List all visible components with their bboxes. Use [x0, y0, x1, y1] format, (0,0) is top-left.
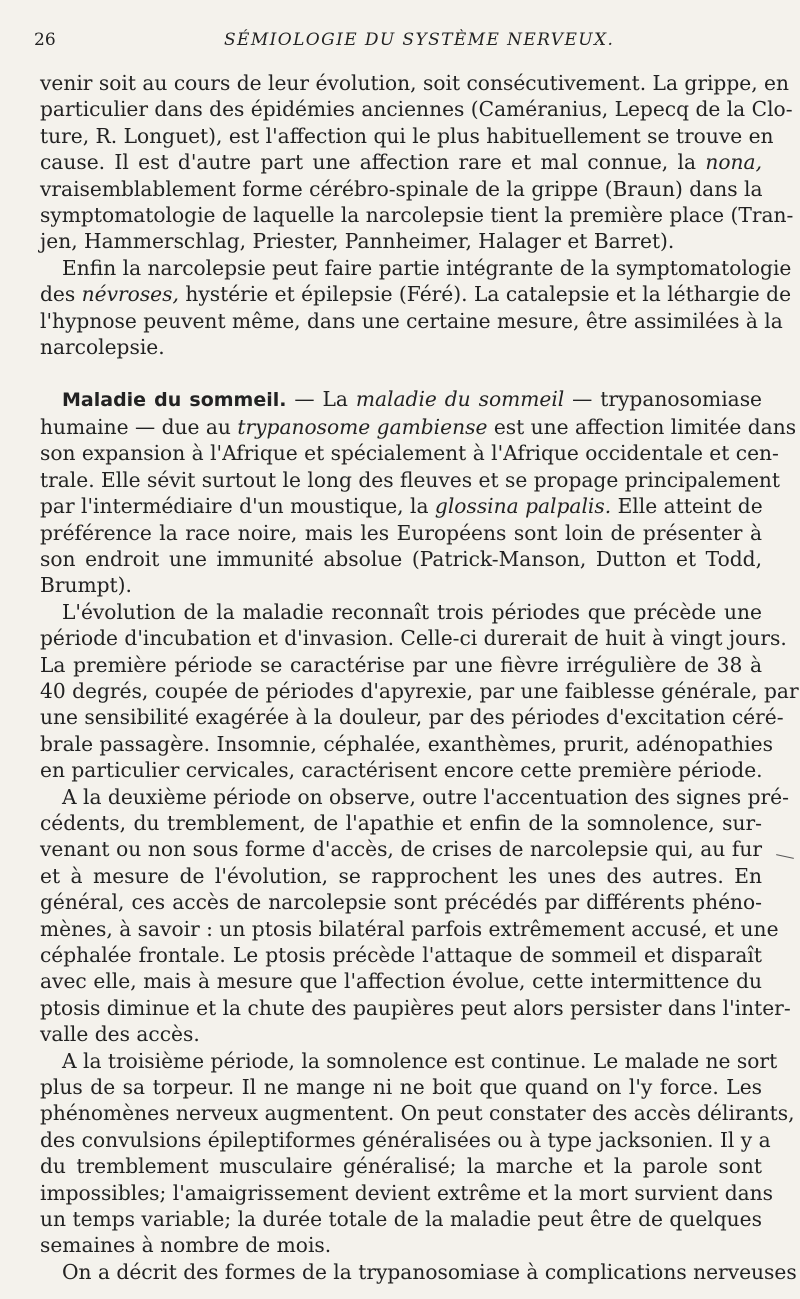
text-line: La première période se caractérise par une fièvre irrégulière de 38 à — [40, 652, 762, 677]
italic-term: trypanosome gambiense — [237, 414, 488, 439]
paragraph — [40, 1259, 797, 1285]
text-line: période d'incubation et d'invasion. Celle-ci durerait de huit à vingt jours. — [40, 626, 787, 651]
text-line: son endroit une immunité absolue (Patrick-Manson, Dutton et Todd, — [40, 546, 762, 571]
section-title: Maladie du sommeil. — [62, 389, 287, 412]
margin-mark — [776, 854, 794, 859]
text-line: vraisemblablement forme cérébro-spinale de la grippe (Braun) dans la — [40, 176, 763, 201]
text-line — [40, 414, 797, 440]
text-line: ture, R. Longuet), est l'affection qui le plus habituellement se trouve en — [40, 123, 774, 148]
italic-term: glossina palpalis. — [434, 494, 612, 519]
text-line: impossibles; l'amaigrissement devient extrême et la mort survient dans — [40, 1180, 774, 1205]
section-spacer — [40, 360, 762, 386]
text-fragment: par l'intermédiaire d'un moustique, la — [40, 494, 435, 519]
text-line: A la troisième période, la somnolence est continue. Le malade ne sort — [62, 1048, 778, 1073]
text-line: narcolepsie. — [40, 335, 165, 360]
text-line — [40, 386, 762, 413]
text-line: l'hypnose peuvent même, dans une certaine mesure, être assimilées à la — [40, 308, 783, 333]
paragraph — [40, 70, 794, 255]
text-line — [40, 493, 762, 519]
page-number: 26 — [34, 30, 56, 50]
text-line: cédents, du tremblement, de l'apathie et enfin de la somnolence, sur- — [40, 810, 762, 835]
running-title: SÉMIOLOGIE DU SYSTÈME NERVEUX. — [224, 30, 615, 50]
text-line: et à mesure de l'évolution, se rapprochent les unes des autres. En — [40, 863, 762, 888]
text-line: ptosis diminue et la chute des paupières peut alors persister dans l'inter- — [40, 995, 791, 1020]
text-line: semaines à nombre de mois. — [40, 1233, 332, 1258]
text-line: céphalée frontale. Le ptosis précède l'attaque de sommeil et disparaît — [40, 943, 762, 967]
text-line: valle des accès. — [40, 1022, 200, 1047]
text-line: venir soit au cours de leur évolution, soit consécutivement. La grippe, en — [40, 71, 789, 95]
text-fragment: — trypanosomiase — [564, 387, 763, 412]
paragraph — [40, 255, 792, 361]
section-paragraph — [40, 386, 797, 598]
text-line: plus de sa torpeur. Il ne mange ni ne boit que quand on l'y force. Les — [40, 1075, 762, 1100]
text-line: avec elle, mais à mesure que l'affection évolue, cette intermittence du — [40, 969, 762, 994]
body-text — [40, 70, 799, 1285]
text-line: mènes, à savoir : un ptosis bilatéral parfois extrêmement accusé, et une — [40, 916, 779, 941]
text-line — [40, 281, 792, 307]
paragraph — [40, 784, 791, 1048]
text-fragment: hystérie et épilepsie (Féré). La catalepsie et la léthargie de — [178, 282, 792, 307]
paragraph — [40, 1048, 795, 1259]
text-line: Enfin la narcolepsie peut faire partie intégrante de la symptomatologie — [62, 255, 792, 280]
text-fragment: est une affection limitée dans — [487, 414, 797, 439]
text-line: préférence la race noire, mais les Européens sont loin de présenter à — [40, 520, 762, 545]
text-line: une sensibilité exagérée à la douleur, par des périodes d'excitation céré- — [40, 705, 784, 730]
text-fragment: humaine — due au — [40, 414, 238, 439]
text-line: brale passagère. Insomnie, céphalée, exanthèmes, prurit, adénopathies — [40, 731, 773, 756]
text-line: L'évolution de la maladie reconnaît trois périodes que précède une — [62, 599, 762, 624]
text-line: général, ces accès de narcolepsie sont précédés par différents phéno- — [40, 890, 762, 915]
text-line: phénomènes nerveux augmentent. On peut constater des accès délirants, — [40, 1101, 795, 1126]
text-line — [40, 149, 762, 175]
text-fragment: Elle atteint de — [611, 494, 763, 519]
text-line: venant ou non sous forme d'accès, de crises de narcolepsie qui, au fur — [40, 837, 762, 862]
italic-term: névroses, — [81, 282, 179, 307]
text-line: son expansion à l'Afrique et spécialement à l'Afrique occidentale et cen- — [40, 441, 779, 466]
text-fragment: des — [40, 282, 82, 307]
text-line: Brumpt). — [40, 573, 132, 598]
italic-term: nona, — [705, 150, 762, 175]
italic-term: maladie du sommeil — [355, 387, 565, 412]
text-line: jen, Hammerschlag, Priester, Pannheimer, Halager et Barret). — [40, 229, 675, 254]
text-line: On a décrit des formes de la trypanosomiase à complications nerveuses — [62, 1259, 797, 1284]
text-line: trale. Elle sévit surtout le long des fleuves et se propage principalement — [40, 467, 781, 492]
text-line: A la deuxième période on observe, outre l'accentuation des signes pré- — [62, 784, 789, 809]
text-line: en particulier cervicales, caractérisent encore cette première période. — [40, 758, 763, 783]
text-line: particulier dans des épidémies anciennes (Caméranius, Lepecq de la Clo- — [40, 97, 793, 122]
paragraph — [40, 599, 799, 784]
text-fragment: cause. Il est d'autre part une affection rare et mal connue, la — [40, 150, 706, 175]
text-line: un temps variable; la durée totale de la maladie peut être de quelques — [40, 1207, 762, 1232]
text-line: du tremblement musculaire généralisé; la marche et la parole sont — [40, 1154, 762, 1179]
text-line: 40 degrés, coupée de périodes d'apyrexie, par une faiblesse générale, par — [40, 678, 799, 703]
text-line: symptomatologie de laquelle la narcolepsie tient la première place (Tran- — [40, 203, 794, 228]
page-header — [34, 30, 764, 60]
text-line: des convulsions épileptiformes généralisées ou à type jacksonien. Il y a — [40, 1127, 771, 1152]
text-fragment: — La — [286, 387, 356, 412]
